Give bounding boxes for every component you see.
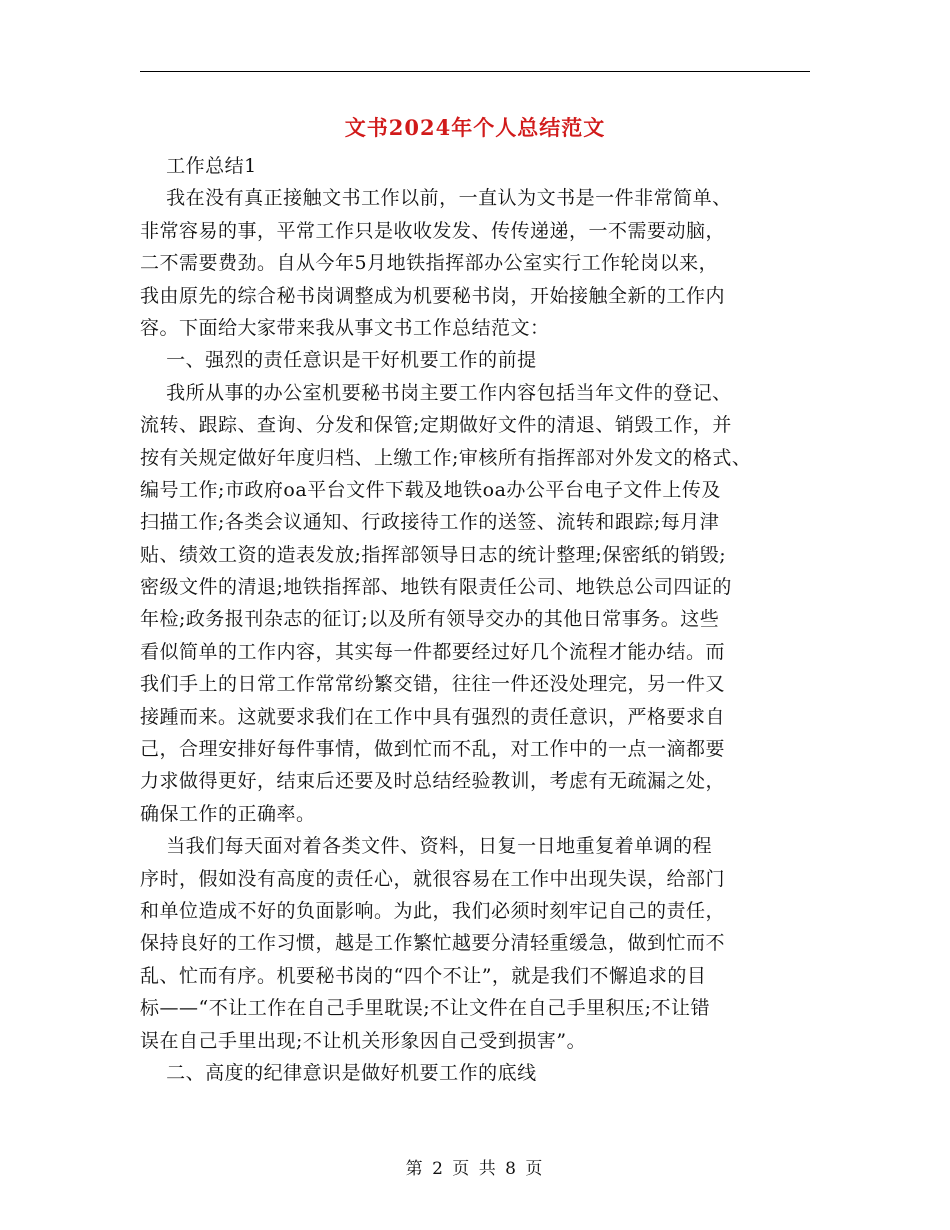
- body-line: 扫描工作;各类会议通知、行政接待工作的送签、流转和跟踪;每月津: [140, 511, 720, 534]
- body-line: 误在自己手里出现;不让机关形象因自己受到损害”。: [140, 1029, 587, 1052]
- body-line: 己，合理安排好每件事情，做到忙而不乱，对工作中的一点一滴都要: [140, 738, 726, 761]
- body-line: 乱、忙而有序。机要秘书岗的“四个不让”，就是我们不懈追求的目: [140, 964, 707, 987]
- section-heading: 二、高度的纪律意识是做好机要工作的底线: [140, 1061, 537, 1084]
- body-line: 看似简单的工作内容，其实每一件都要经过好几个流程才能办结。而: [140, 640, 726, 663]
- body-line: 密级文件的清退;地铁指挥部、地铁有限责任公司、地铁总公司四证的: [140, 576, 732, 599]
- body-line: 工作总结1: [140, 155, 257, 177]
- body-line: 力求做得更好，结束后还要及时总结经验教训，考虑有无疏漏之处，: [140, 770, 726, 793]
- body-line: 当我们每天面对着各类文件、资料，日复一日地重复着单调的程: [140, 835, 713, 858]
- body-line: 标——“不让工作在自己手里耽误;不让文件在自己手里积压;不让错: [140, 997, 711, 1020]
- body-line: 我所从事的办公室机要秘书岗主要工作内容包括当年文件的登记、: [140, 381, 732, 404]
- body-line: 非常容易的事，平常工作只是收收发发、传传递递，一不需要动脑，: [140, 219, 726, 242]
- body-line: 二不需要费劲。自从今年5月地铁指挥部办公室实行工作轮岗以来，: [140, 252, 719, 275]
- body-line: 保持良好的工作习惯，越是工作繁忙越要分清轻重缓急，做到忙而不: [140, 932, 726, 955]
- body-line: 我们手上的日常工作常常纷繁交错，往往一件还没处理完，另一件又: [140, 673, 726, 696]
- body-line: 容。下面给大家带来我从事文书工作总结范文：: [140, 316, 550, 339]
- body-line: 我由原先的综合秘书岗调整成为机要秘书岗，开始接触全新的工作内: [140, 284, 726, 307]
- body-line: 流转、跟踪、查询、分发和保管;定期做好文件的清退、销毁工作，并: [140, 414, 732, 437]
- body-line: 我在没有真正接触文书工作以前，一直认为文书是一件非常简单、: [140, 187, 732, 210]
- document-body: [140, 150, 812, 1089]
- body-line: 年检;政务报刊杂志的征订;以及所有领导交办的其他日常事务。这些: [140, 608, 720, 631]
- section-heading: 一、强烈的责任意识是干好机要工作的前提: [140, 349, 537, 372]
- document-title: 文书2024年个人总结范文: [344, 115, 606, 140]
- page-footer: 第 2 页 共 8 页: [405, 1159, 545, 1179]
- body-line: 序时，假如没有高度的责任心，就很容易在工作中出现失误，给部门: [140, 867, 726, 890]
- body-line: 确保工作的正确率。: [140, 802, 316, 825]
- body-line: 和单位造成不好的负面影响。为此，我们必须时刻牢记自己的责任，: [140, 899, 726, 922]
- header-rule: [140, 71, 810, 72]
- body-line: 接踵而来。这就要求我们在工作中具有强烈的责任意识，严格要求自: [140, 705, 726, 728]
- body-line: 贴、绩效工资的造表发放;指挥部领导日志的统计整理;保密纸的销毁;: [140, 543, 727, 566]
- body-line: 编号工作;市政府oa平台文件下载及地铁oa办公平台电子文件上传及: [140, 478, 721, 501]
- body-line: 按有关规定做好年度归档、上缴工作;审核所有指挥部对外发文的格式、: [140, 446, 752, 469]
